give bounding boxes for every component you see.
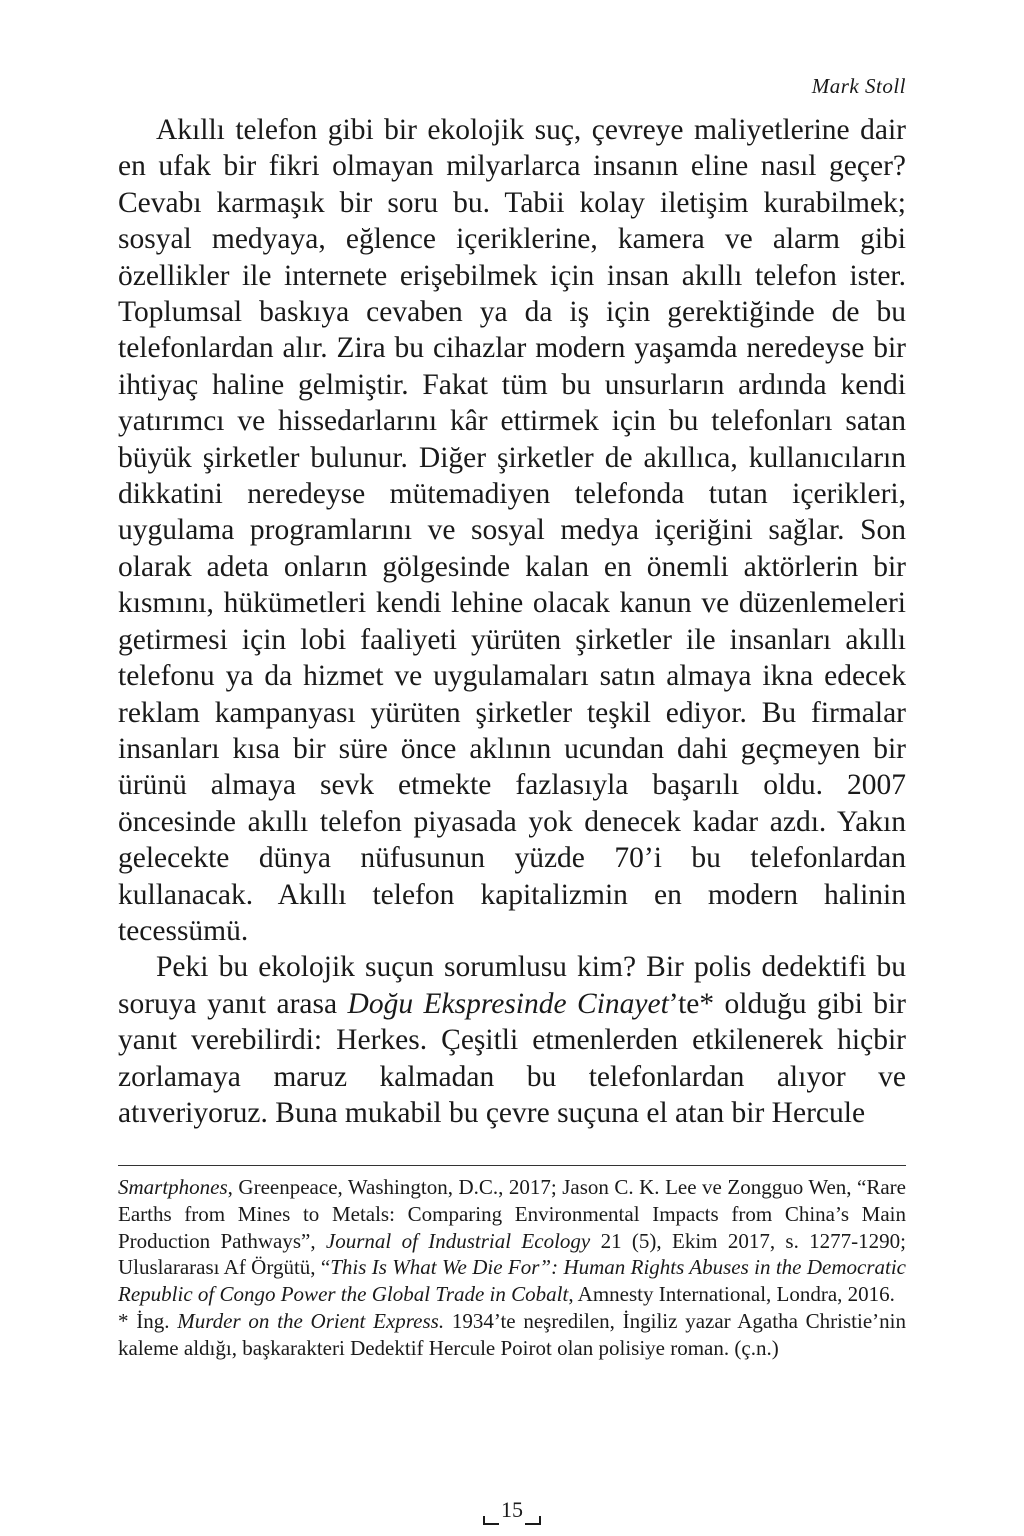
running-header-author: Mark Stoll: [811, 74, 906, 98]
body-text: [118, 112, 906, 1131]
footnote-1-text-c: , Amnesty International, Londra, 2016.: [568, 1282, 895, 1307]
paragraph-1: Akıllı telefon gibi bir ekolojik suç, çevreye maliyetlerine dair en ufak bir fikri olmayan milyarlarca insanın eline nasıl geçer? Cevabı karmaşık bir soru bu. Tabii kolay iletişim kurabilmek; sosyal medyaya, eğlence içeriklerine, kamera ve alarm gibi özellikler ile internete erişebilmek için insan akıllı telefon ister. Toplumsal baskıya cevaben ya da iş için gerektiğinde de bu telefonlardan alır. Zira bu cihazlar modern yaşamda neredeyse bir ihtiyaç haline gelmiştir. Fakat tüm bu unsurların ardında kendi yatırımcı ve hissedarlarını kâr ettirmek için bu telefonları satan büyük şirketler bulunur. Diğer şirketler de akıllıca, kullanıcıların dikkatini neredeyse mütemadiyen telefonda tutan içerikleri, uygulama programlarını ve sosyal medya içeriğini sağlar. Son olarak adeta onların gölgesinde kalan en önemli aktörlerin bir kısmını, hükümetleri kendi lehine olacak kanun ve düzenlemeleri getirmesi için lobi faaliyeti yürüten şirketler ile insanları akıllı telefonu ya da hizmet ve uygulamaları satın almaya ikna edecek reklam kampanyası yürüten şirketler teşkil ediyor. Bu firmalar insanları kısa bir süre önce aklının ucundan dahi geçmeyen bir ürünü almaya sevk etmekte fazlasıyla başarılı oldu. 2007 öncesinde akıllı telefon piyasada yok denecek kadar azdı. Yakın gelecekte dünya nüfusunun yüzde 70’i bu telefonlardan kullanacak. Akıllı telefon kapitalizmin en modern halinin tecessümü.: [118, 114, 906, 947]
footnote-2: [118, 1308, 906, 1362]
book-title-italic: Doğu Ekspresinde Cinayet: [347, 987, 669, 1020]
footnote-1-text-b: 21 (5), Ekim 2017, s. 1277-1290; Uluslararası Af Örgütü, “: [118, 1228, 906, 1280]
footnote-divider: [118, 1165, 906, 1166]
page-number-block: [0, 1497, 1024, 1527]
footnote-1-italic-a: Smartphones: [118, 1175, 228, 1199]
paragraph-2-part-2: ’te* olduğu gibi bir yanıt verebilirdi: Herkes. Çeşitli etmenlerden etkilenerek hiçbir zorlamaya maruz kalmadan bu telefonlardan alıyor ve atıveriyoruz. Buna mukabil bu çevre suçuna el atan bir Hercule: [118, 987, 907, 1129]
page-number: 15: [483, 1497, 541, 1527]
footnotes: [118, 1174, 906, 1362]
paragraph-2-part-1: Peki bu ekolojik suçun sorumlusu kim? Bir polis dedektifi bu soruya yanıt arasa: [118, 951, 906, 1020]
footnote-1-text-a: , Greenpeace, Washington, D.C., 2017; Jason C. K. Lee ve Zongguo Wen, “Rare Earths from Mines to Metals: Comparing Environmental Impacts from China’s Main Production Pathways”,: [118, 1175, 906, 1253]
footnote-2-text-a: * İng.: [118, 1308, 178, 1333]
footnote-1-italic-b: Journal of Industrial Ecology: [325, 1228, 591, 1253]
footnote-1-italic-c: This Is What We Die For”: Human Rights Abuses in the Democratic Republic of Congo Power the Global Trade in Cobalt: [118, 1255, 906, 1307]
footnote-2-text-b: 1934’te neşredilen, İngiliz yazar Agatha Christie’nin kaleme aldığı, başkarakteri Dedektif Hercule Poirot olan polisiye roman. (ç.n.): [118, 1308, 906, 1360]
paragraph-2: [118, 949, 906, 1131]
footnote-1: [118, 1174, 906, 1308]
footnote-2-italic: Murder on the Orient Express.: [177, 1308, 445, 1333]
